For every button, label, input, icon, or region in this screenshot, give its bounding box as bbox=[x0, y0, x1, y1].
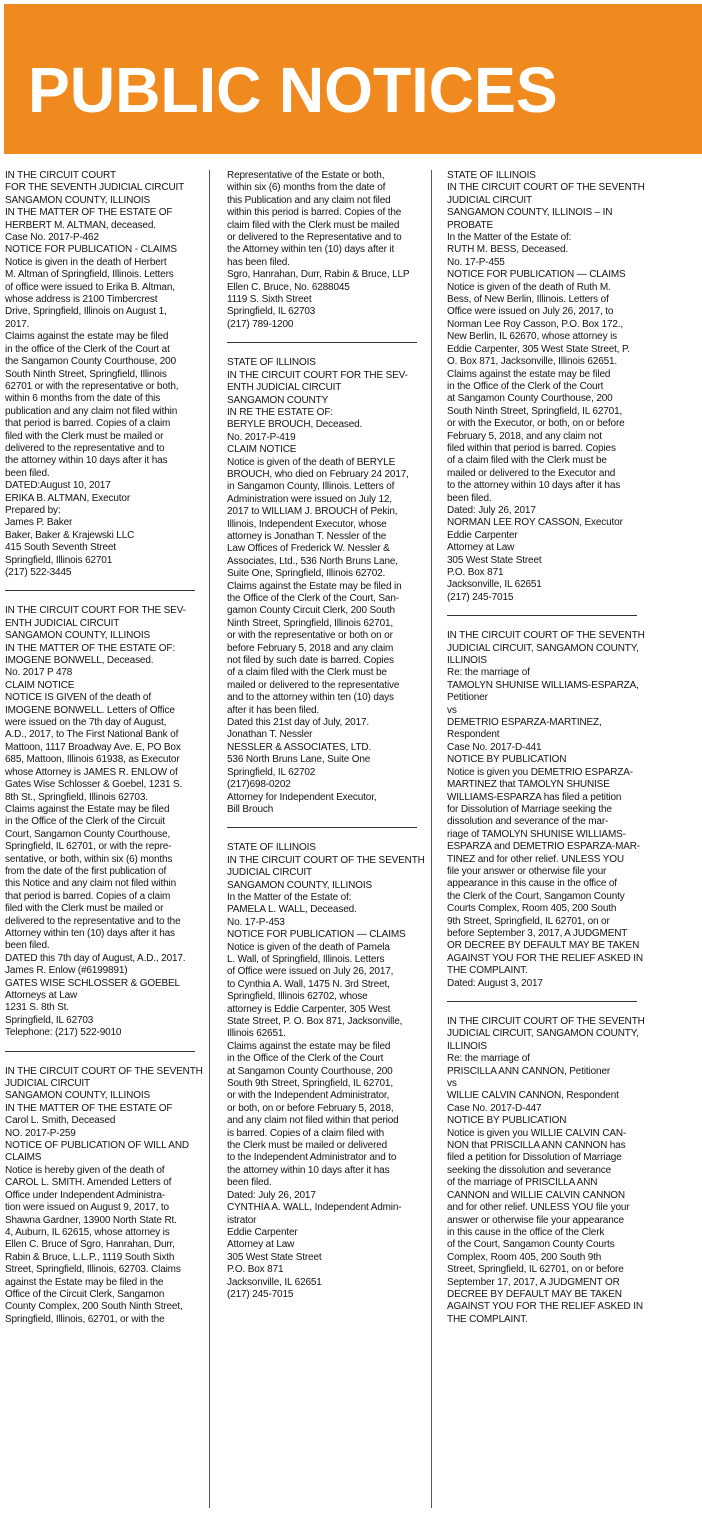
notice-text-line: CLAIMS bbox=[5, 1152, 42, 1164]
notice-text-line: Petitioner bbox=[447, 692, 488, 704]
notice-text-line: has been filed. bbox=[227, 256, 290, 268]
notice-text-line: NOTICE FOR PUBLICATION - CLAIMS bbox=[5, 244, 177, 256]
notice-text-line: Ellen C. Bruce, No. 6288045 bbox=[227, 281, 350, 293]
notice-text-line: whose Attorney is JAMES R. ENLOW of bbox=[5, 766, 178, 778]
notice-text-line: Respondent bbox=[447, 729, 500, 741]
notice-text-line: Street, Springfield, IL 62701, on or before bbox=[447, 1264, 624, 1276]
notice-text-line: Re: the marriage of bbox=[447, 1053, 530, 1065]
notice-text-line: 8th St., Springfield, Illinois 62703. bbox=[5, 791, 148, 803]
notice-text-line: No. 17-P-453 bbox=[227, 916, 285, 928]
notice-text-line: filed within that period is barred. Copies bbox=[447, 442, 616, 454]
notice-text-line: Bill Brouch bbox=[227, 803, 274, 815]
notice-text-line: P.O. Box 871 bbox=[227, 1264, 284, 1276]
notice-text-line: 685, Mattoon, Illinois 61938, as Executor bbox=[5, 754, 180, 766]
notice-text-line: riage of TAMOLYN SHUNISE WILLIAMS- bbox=[447, 828, 626, 840]
notice-text-line: or both, on or before February 5, 2018, bbox=[227, 1102, 394, 1114]
notice-text-line: Claims against the Estate may be filed bbox=[5, 803, 170, 815]
notice-text-line: IN THE CIRCUIT COURT OF THE SEVENTH bbox=[5, 1065, 203, 1077]
notice-text-line: IN THE CIRCUIT COURT FOR THE SEV- bbox=[5, 605, 186, 617]
header-banner bbox=[4, 4, 702, 154]
notice-text-line: or with the representative or both on or bbox=[227, 630, 393, 642]
notice-text-line: Re: the marriage of bbox=[447, 667, 530, 679]
notice-text-line: New Berlin, IL 62670, whose attorney is bbox=[447, 331, 617, 343]
legal-notice bbox=[5, 170, 212, 579]
notice-text-line: seeking the dissolution and severance bbox=[447, 1164, 612, 1176]
notice-text-line: this Publication and any claim not filed bbox=[227, 194, 391, 206]
notice-text-line: filed with the Clerk must be mailed or bbox=[5, 903, 164, 915]
notice-text-line: in the Office of the Clerk of the Court bbox=[227, 1053, 384, 1065]
notice-text-line: delivered to the representative and to the bbox=[5, 915, 181, 927]
notice-text-line: not filed by such date is barred. Copies bbox=[227, 655, 394, 667]
notice-text-line: Associates, Ltd., 536 North Bruns Lane, bbox=[227, 555, 398, 567]
notice-text-line: JUDICIAL CIRCUIT bbox=[227, 867, 313, 879]
notice-text-line: vs bbox=[447, 1078, 457, 1090]
notice-text-line: (217)698-0202 bbox=[227, 779, 291, 791]
notice-text-line: Attorney within ten (10) days after it has bbox=[5, 927, 175, 939]
notice-divider bbox=[227, 342, 417, 343]
notice-divider bbox=[227, 827, 417, 828]
notice-text-line: of the Court, Sangamon County Courts bbox=[447, 1239, 615, 1251]
notice-text-line: Dated: July 26, 2017 bbox=[447, 504, 536, 516]
notice-text-line: IN THE CIRCUIT COURT OF THE SEVENTH bbox=[447, 182, 645, 194]
notice-text-line: PROBATE bbox=[447, 219, 493, 231]
notice-text-line: the attorney within 10 days after it has bbox=[5, 455, 168, 467]
notice-text-line: (217) 522-3445 bbox=[5, 567, 72, 578]
notice-text-line: Attorney at Law bbox=[447, 542, 515, 554]
notice-text-line: from the date of the first publication of bbox=[5, 865, 167, 877]
notice-text-line: that period is barred. Copies of a claim bbox=[5, 890, 171, 902]
notice-text-line: Shawna Gardner, 13900 North State Rt. bbox=[5, 1214, 177, 1226]
notice-text-line: before September 3, 2017, A JUDGMENT bbox=[447, 927, 628, 939]
notice-text-line: Jacksonville, IL 62651 bbox=[227, 1276, 322, 1288]
notice-text-line: IN RE THE ESTATE OF: bbox=[227, 406, 333, 418]
notice-text-line: the Sangamon County Courthouse, 200 bbox=[5, 356, 176, 368]
notice-text-line: WILLIE CALVIN CANNON, Respondent bbox=[447, 1090, 619, 1102]
notice-text-line: IN THE CIRCUIT COURT bbox=[5, 170, 116, 181]
notice-text-line: vs bbox=[447, 704, 457, 716]
notice-text-line: Prepared by: bbox=[5, 504, 61, 516]
notice-text-line: 415 South Seventh Street bbox=[5, 542, 116, 554]
notice-text-line: O. Box 871, Jacksonville, Illinois 62651. bbox=[447, 356, 618, 368]
notice-text-line: MARTINEZ that TAMOLYN SHUNISE bbox=[447, 779, 610, 791]
notice-text-line: or with the Independent Administrator, bbox=[227, 1090, 390, 1102]
notice-text-line: ENTH JUDICIAL CIRCUIT bbox=[227, 382, 342, 394]
notice-text-line: 4, Auburn, IL 62615, whose attorney is bbox=[5, 1226, 170, 1238]
notice-text-line: gamon County Circuit Clerk, 200 South bbox=[227, 605, 395, 617]
notice-text-line: IN THE CIRCUIT COURT OF THE SEVENTH bbox=[227, 854, 425, 866]
notice-text-line: Drive, Springfield, Illinois on August 1, bbox=[5, 306, 167, 318]
notice-text-line: Office were issued on July 26, 2017, to bbox=[447, 306, 614, 318]
notice-text-line: for Dissolution of Marriage seeking the bbox=[447, 803, 612, 815]
notice-text-line: Eddie Carpenter bbox=[447, 529, 518, 541]
notice-text-line: James R. Enlow (#6199891) bbox=[5, 965, 128, 977]
legal-notice bbox=[227, 842, 434, 1301]
notice-text-line: Springfield, IL 62701, or with the repre- bbox=[5, 841, 172, 853]
notice-text-line: of Office were issued on July 26, 2017, bbox=[227, 966, 394, 978]
notice-text-line: BERYLE BROUCH, Deceased. bbox=[227, 419, 363, 431]
notice-divider bbox=[447, 615, 637, 616]
notice-text-line: that period is barred. Copies of a claim bbox=[5, 418, 171, 430]
notice-text-line: 1119 S. Sixth Street bbox=[227, 294, 312, 306]
notice-text-line: Office of the Circuit Clerk, Sangamon bbox=[5, 1288, 165, 1300]
notice-text-line: Claims against the estate may be filed bbox=[227, 1040, 391, 1052]
notice-text-line: Notice is given in the death of Herbert bbox=[5, 256, 167, 268]
notice-text-line: Court, Sangamon County Courthouse, bbox=[5, 828, 170, 840]
notice-text-line: NOTICE BY PUBLICATION bbox=[447, 1115, 567, 1127]
notice-text-line: at Sangamon County Courthouse, 200 bbox=[447, 393, 613, 405]
notice-text-line: CANNON and WILLIE CALVIN CANNON bbox=[447, 1189, 625, 1201]
notice-text-line: ERIKA B. ALTMAN, Executor bbox=[5, 492, 131, 504]
notice-text-line: attorney is Jonathan T. Nessler of the bbox=[227, 530, 387, 542]
notice-text-line: Springfield, Illinois 62702, whose bbox=[227, 991, 368, 1003]
notice-text-line: September 17, 2017, A JUDGMENT OR bbox=[447, 1276, 620, 1288]
notice-text-line: to Cynthia A. Wall, 1475 N. 3rd Street, bbox=[227, 978, 390, 990]
notice-text-line: Rabin & Bruce, L.L.P., 1119 South Sixth bbox=[5, 1251, 175, 1263]
notice-text-line: DATED this 7th day of August, A.D., 2017. bbox=[5, 952, 186, 964]
notice-text-line: L. Wall, of Springfield, Illinois. Letters bbox=[227, 953, 385, 965]
notice-text-line: in the office of the Clerk of the Court at bbox=[5, 343, 170, 355]
notice-divider bbox=[5, 590, 195, 591]
notice-text-line: 536 North Bruns Lane, Suite One bbox=[227, 754, 371, 766]
notice-text-line: BROUCH, who died on February 24 2017, bbox=[227, 468, 409, 480]
notice-text-line: mailed or delivered to the Executor and bbox=[447, 467, 616, 479]
notice-text-line: SANGAMON COUNTY, ILLINOIS – IN bbox=[447, 207, 613, 219]
notice-text-line: THE COMPLAINT. bbox=[447, 1313, 528, 1325]
legal-notice bbox=[227, 357, 434, 816]
legal-notice bbox=[227, 170, 434, 331]
notice-text-line: Claims against the estate may be filed bbox=[5, 331, 169, 343]
notice-text-line: Notice is given of the death of BERYLE bbox=[227, 456, 396, 468]
notice-column-3 bbox=[447, 170, 654, 1326]
notice-text-line: or delivered to the Representative and to bbox=[227, 232, 402, 244]
notice-text-line: this Notice and any claim not filed within bbox=[5, 878, 177, 890]
notice-text-line: Eddie Carpenter bbox=[227, 1226, 298, 1238]
notice-text-line: and for other relief. UNLESS YOU file your bbox=[447, 1202, 630, 1214]
notice-text-line: THE COMPLAINT. bbox=[447, 965, 528, 977]
notice-text-line: TAMOLYN SHUNISE WILLIAMS-ESPARZA, bbox=[447, 679, 639, 691]
notice-text-line: to the attorney within 10 days after it has bbox=[447, 480, 621, 492]
notice-text-line: in this cause in the office of the Clerk bbox=[447, 1226, 605, 1238]
notice-text-line: sentative, or both, within six (6) months bbox=[5, 853, 173, 865]
notice-text-line: Courts Complex, Room 405, 200 South bbox=[447, 903, 617, 915]
notice-column-2 bbox=[227, 170, 434, 1301]
notice-text-line: of the marriage of PRISCILLA ANN bbox=[447, 1177, 598, 1189]
notice-text-line: NESSLER & ASSOCIATES, LTD. bbox=[227, 741, 372, 753]
notice-text-line: ILLINOIS bbox=[447, 1040, 487, 1052]
notice-text-line: Street, Springfield, Illinois, 62703. Claims bbox=[5, 1264, 181, 1276]
notice-text-line: SANGAMON COUNTY bbox=[227, 394, 329, 406]
notice-text-line: Administration were issued on July 12, bbox=[227, 493, 392, 505]
notice-text-line: STATE OF ILLINOIS bbox=[227, 357, 316, 369]
notice-text-line: Office under Independent Administra- bbox=[5, 1189, 166, 1201]
notice-text-line: IMOGENE BONWELL, Deceased. bbox=[5, 655, 154, 667]
notice-text-line: Claims against the Estate may be filed in bbox=[227, 580, 402, 592]
notice-text-line: at Sangamon County Courthouse, 200 bbox=[227, 1065, 393, 1077]
notice-text-line: Dated: July 26, 2017 bbox=[227, 1189, 316, 1201]
notice-text-line: (217) 789-1200 bbox=[227, 318, 294, 330]
notice-text-line: appearance in this cause in the office of bbox=[447, 878, 617, 890]
notice-text-line: HERBERT M. ALTMAN, deceased. bbox=[5, 219, 156, 231]
notice-text-line: State Street, P. O. Box 871, Jacksonville, bbox=[227, 1016, 403, 1027]
notice-text-line: been filed. bbox=[227, 1177, 272, 1189]
notice-text-line: In the Matter of the Estate of: bbox=[447, 232, 572, 244]
notice-text-line: Case No. 2017-D-447 bbox=[447, 1102, 542, 1114]
notice-divider bbox=[447, 1001, 637, 1002]
notice-text-line: to the Independent Administrator and to bbox=[227, 1152, 397, 1164]
notice-text-line: delivered to the representative and to bbox=[5, 442, 165, 454]
notice-text-line: and any claim not filed within that period bbox=[227, 1115, 399, 1127]
notice-text-line: Dated: August 3, 2017 bbox=[447, 977, 543, 989]
notice-text-line: TINEZ and for other relief. UNLESS YOU bbox=[447, 853, 624, 865]
notice-text-line: tion were issued on August 9, 2017, to bbox=[5, 1202, 169, 1214]
notice-text-line: 2017 to WILLIAM J. BROUCH of Pekin, bbox=[227, 506, 398, 518]
notice-text-line: or with the Executor, or both, on or before bbox=[447, 418, 625, 430]
notice-text-line: IN THE MATTER OF THE ESTATE OF: bbox=[5, 642, 175, 654]
notice-text-line: NOTICE FOR PUBLICATION — CLAIMS bbox=[227, 929, 406, 941]
notice-text-line: P.O. Box 871 bbox=[447, 567, 504, 578]
notice-text-line: Law Offices of Frederick W. Nessler & bbox=[227, 543, 390, 555]
notice-text-line: Bess, of New Berlin, Illinois. Letters of bbox=[447, 294, 609, 306]
notice-text-line: Case No. 2017-D-441 bbox=[447, 741, 542, 753]
notice-text-line: IMOGENE BONWELL. Letters of Office bbox=[5, 704, 175, 716]
notice-text-line: County Complex, 200 South Ninth Street, bbox=[5, 1301, 183, 1313]
notice-text-line: istrator bbox=[227, 1214, 257, 1226]
notice-text-line: been filed. bbox=[5, 940, 50, 952]
notice-text-line: is barred. Copies of a claim filed with bbox=[227, 1127, 384, 1139]
notice-text-line: of a claim filed with the Clerk must be bbox=[447, 455, 607, 467]
notice-text-line: Telephone: (217) 522-9010 bbox=[5, 1027, 122, 1039]
notice-text-line: Springfield, IL 62703 bbox=[227, 306, 316, 318]
notice-text-line: the Office of the Clerk of the Court, San- bbox=[227, 593, 399, 604]
notice-text-line: SANGAMON COUNTY, ILLINOIS bbox=[5, 194, 150, 206]
notice-text-line: Illinois, Independent Executor, whose bbox=[227, 518, 387, 530]
notice-text-line: NORMAN LEE ROY CASSON, Executor bbox=[447, 517, 623, 529]
notice-text-line: after it has been filed. bbox=[227, 704, 320, 716]
notice-text-line: Representative of the Estate or both, bbox=[227, 170, 385, 181]
legal-notice bbox=[5, 1066, 212, 1327]
notice-text-line: Norman Lee Roy Casson, P.O. Box 172., bbox=[447, 318, 624, 330]
notice-text-line: Springfield, Illinois 62701 bbox=[5, 554, 113, 566]
notice-text-line: Notice is given you DEMETRIO ESPARZA- bbox=[447, 766, 633, 778]
notice-text-line: ILLINOIS bbox=[447, 655, 487, 667]
notice-text-line: Suite One, Springfield, Illinois 62702. bbox=[227, 568, 386, 580]
notice-text-line: publication and any claim not filed within bbox=[5, 405, 178, 417]
notice-text-line: Baker, Baker & Krajewski LLC bbox=[5, 529, 135, 541]
notice-text-line: JUDICIAL CIRCUIT bbox=[5, 1078, 91, 1090]
notice-text-line: CAROL L. SMITH. Amended Letters of bbox=[5, 1177, 172, 1189]
notice-text-line: NOTICE BY PUBLICATION bbox=[447, 754, 567, 766]
notice-text-line: SANGAMON COUNTY, ILLINOIS bbox=[227, 879, 372, 891]
notice-text-line: dissolution and severance of the mar- bbox=[447, 816, 609, 828]
notice-text-line: South 9th Street, Springfield, IL 62701, bbox=[227, 1078, 393, 1090]
notice-text-line: Claims against the estate may be filed bbox=[447, 368, 611, 380]
notice-text-line: in the Office of the Clerk of the Circuit bbox=[5, 816, 165, 828]
notice-text-line: WILLIAMS-ESPARZA has filed a petition bbox=[447, 791, 622, 803]
notice-text-line: SANGAMON COUNTY, ILLINOIS bbox=[5, 1090, 150, 1102]
notice-text-line: NO. 2017-P-259 bbox=[5, 1127, 76, 1139]
notice-text-line: within six (6) months from the date of bbox=[227, 182, 386, 194]
notice-text-line: 305 West State Street bbox=[447, 554, 542, 566]
notice-text-line: Springfield, IL 62702 bbox=[227, 766, 316, 778]
notice-text-line: against the Estate may be filed in the bbox=[5, 1276, 164, 1288]
notice-text-line: DECREE BY DEFAULT MAY BE TAKEN bbox=[447, 1288, 622, 1300]
notice-text-line: No. 17-P-455 bbox=[447, 256, 505, 268]
notice-text-line: South Ninth Street, Springfield, Illinois bbox=[5, 368, 167, 380]
notice-text-line: No. 2017 P 478 bbox=[5, 667, 73, 679]
notice-text-line: JUDICIAL CIRCUIT bbox=[447, 194, 533, 206]
notice-text-line: AGAINST YOU FOR THE RELIEF ASKED IN bbox=[447, 1301, 643, 1313]
notice-text-line: NON that PRISCILLA ANN CANNON has bbox=[447, 1140, 626, 1152]
notice-text-line: South Ninth Street, Springfield, IL 62701, bbox=[447, 405, 623, 417]
notice-text-line: No. 2017-P-419 bbox=[227, 431, 296, 443]
notice-text-line: PRISCILLA ANN CANNON, Petitioner bbox=[447, 1065, 611, 1077]
notice-text-line: the Clerk of the Court, Sangamon County bbox=[447, 890, 625, 902]
notice-text-line: Jonathan T. Nessler bbox=[227, 729, 313, 741]
notice-text-line: Case No. 2017-P-462 bbox=[5, 232, 99, 244]
notice-text-line: ESPARZA and DEMETRIO ESPARZA-MAR- bbox=[447, 841, 641, 853]
notice-text-line: RUTH M. BESS, Deceased. bbox=[447, 244, 569, 256]
notice-text-line: the Clerk must be mailed or delivered bbox=[227, 1140, 388, 1152]
notice-text-line: Eddie Carpenter, 305 West State Street, P. bbox=[447, 343, 630, 355]
notice-text-line: been filed. bbox=[447, 492, 492, 504]
notice-text-line: STATE OF ILLINOIS bbox=[227, 842, 316, 854]
notice-text-line: AGAINST YOU FOR THE RELIEF ASKED IN bbox=[447, 952, 643, 964]
notice-text-line: Carol L. Smith, Deceased bbox=[5, 1115, 116, 1127]
notice-text-line: IN THE CIRCUIT COURT OF THE SEVENTH bbox=[447, 630, 645, 642]
notice-text-line: Attorney for Independent Executor, bbox=[227, 791, 377, 803]
notice-divider bbox=[5, 1051, 195, 1052]
notice-text-line: GATES WISE SCHLOSSER & GOEBEL bbox=[5, 977, 180, 989]
legal-notice bbox=[447, 170, 654, 604]
notice-text-line: Ninth Street, Springfield, Illinois 62701, bbox=[227, 617, 394, 629]
notice-text-line: within 6 months from the date of this bbox=[5, 393, 161, 405]
notice-text-line: Jacksonville, IL 62651 bbox=[447, 579, 542, 591]
notice-text-line: 1231 S. 8th St. bbox=[5, 1002, 69, 1014]
notice-text-line: JUDICIAL CIRCUIT, SANGAMON COUNTY, bbox=[447, 1028, 639, 1040]
notice-text-line: Springfield, IL 62703 bbox=[5, 1014, 94, 1026]
legal-notice bbox=[447, 1016, 654, 1326]
notice-text-line: Ellen C. Bruce of Sgro, Hanrahan, Durr, bbox=[5, 1239, 175, 1251]
notice-text-line: ENTH JUDICIAL CIRCUIT bbox=[5, 617, 120, 629]
notice-text-line: DEMETRIO ESPARZA-MARTINEZ, bbox=[447, 717, 602, 729]
notice-text-line: Notice is given of the death of Pamela bbox=[227, 941, 390, 953]
notice-text-line: whose address is 2100 Timbercrest bbox=[5, 294, 158, 306]
notice-text-line: filed with the Clerk must be mailed or bbox=[5, 430, 164, 442]
notice-text-line: A.D., 2017, to The First National Bank of bbox=[5, 729, 179, 741]
notice-text-line: were issued on the 7th day of August, bbox=[5, 717, 167, 729]
notice-text-line: (217) 245-7015 bbox=[227, 1288, 294, 1300]
notice-text-line: Notice is hereby given of the death of bbox=[5, 1164, 165, 1176]
notice-text-line: IN THE CIRCUIT COURT FOR THE SEV- bbox=[227, 369, 408, 381]
notice-text-line: Attorneys at Law bbox=[5, 990, 78, 1001]
notice-text-line: filed a petition for Dissolution of Marriage bbox=[447, 1152, 622, 1164]
notice-text-line: Notice is given of the death of Ruth M. bbox=[447, 281, 611, 293]
notice-text-line: been filed. bbox=[5, 467, 50, 479]
notice-text-line: IN THE CIRCUIT COURT OF THE SEVENTH bbox=[447, 1016, 645, 1027]
notice-text-line: answer or otherwise file your appearance bbox=[447, 1214, 624, 1226]
notice-text-line: 62701 or with the representative or both, bbox=[5, 380, 179, 392]
notice-text-line: 305 West State Street bbox=[227, 1251, 322, 1263]
notice-text-line: Gates Wise Schlosser & Goebel, 1231 S. bbox=[5, 779, 183, 791]
notice-text-line: FOR THE SEVENTH JUDICIAL CIRCUIT bbox=[5, 182, 185, 194]
notice-text-line: IN THE MATTER OF THE ESTATE OF bbox=[5, 1102, 173, 1114]
notice-text-line: DATED:August 10, 2017 bbox=[5, 480, 111, 492]
notice-text-line: M. Altman of Springfield, Illinois. Letters bbox=[5, 269, 174, 281]
notice-text-line: In the Matter of the Estate of: bbox=[227, 891, 352, 903]
notice-text-line: PAMELA L. WALL, Deceased. bbox=[227, 904, 357, 916]
notice-text-line: 2017. bbox=[5, 318, 30, 330]
notice-text-line: Sgro, Hanrahan, Durr, Rabin & Bruce, LLP bbox=[227, 269, 410, 281]
notice-text-line: IN THE MATTER OF THE ESTATE OF bbox=[5, 207, 173, 219]
notice-text-line: claim filed with the Clerk must be mailed bbox=[227, 219, 400, 231]
notice-text-line: OR DECREE BY DEFAULT MAY BE TAKEN bbox=[447, 940, 640, 952]
notice-text-line: attorney is Eddie Carpenter, 305 West bbox=[227, 1003, 391, 1015]
notice-text-line: mailed or delivered to the representative bbox=[227, 679, 400, 691]
notice-text-line: of a claim filed with the Clerk must be bbox=[227, 667, 387, 679]
notice-text-line: CLAIM NOTICE bbox=[5, 679, 75, 691]
legal-notice bbox=[447, 630, 654, 990]
notice-text-line: February 5, 2018, and any claim not bbox=[447, 430, 602, 442]
notice-text-line: Attorney at Law bbox=[227, 1239, 295, 1251]
notice-text-line: STATE OF ILLINOIS bbox=[447, 170, 536, 181]
page-title: PUBLIC NOTICES bbox=[28, 54, 558, 126]
notice-text-line: Dated this 21st day of July, 2017. bbox=[227, 717, 370, 729]
notice-text-line: James P. Baker bbox=[5, 517, 73, 529]
notice-text-line: SANGAMON COUNTY, ILLINOIS bbox=[5, 630, 150, 642]
notice-text-line: of office were issued to Erika B. Altman, bbox=[5, 281, 175, 293]
notice-text-line: within this period is barred. Copies of the bbox=[227, 207, 402, 219]
notice-text-line: Complex, Room 405, 200 South 9th bbox=[447, 1251, 602, 1263]
legal-notice bbox=[5, 605, 212, 1039]
notice-text-line: Springfield, Illinois, 62701, or with the bbox=[5, 1313, 165, 1325]
notice-text-line: the Attorney within ten (10) days after it bbox=[227, 244, 395, 256]
notice-text-line: CYNTHIA A. WALL, Independent Admin- bbox=[227, 1202, 402, 1214]
notice-text-line: the attorney within 10 days after it has bbox=[227, 1164, 390, 1176]
notice-text-line: and to the attorney within ten (10) days bbox=[227, 692, 394, 704]
notice-text-line: in Sangamon County, Illinois. Letters of bbox=[227, 481, 395, 493]
notice-text-line: Illinois 62651. bbox=[227, 1028, 286, 1040]
notice-text-line: JUDICIAL CIRCUIT, SANGAMON COUNTY, bbox=[447, 642, 639, 654]
notice-text-line: NOTICE IS GIVEN of the death of bbox=[5, 692, 151, 704]
notice-text-line: (217) 245-7015 bbox=[447, 591, 514, 603]
notice-column-1 bbox=[5, 170, 212, 1326]
notice-text-line: Notice is given you WILLIE CALVIN CAN- bbox=[447, 1127, 627, 1139]
notice-text-line: before February 5, 2018 and any claim bbox=[227, 642, 394, 654]
notice-text-line: 9th Street, Springfield, IL 62701, on or bbox=[447, 915, 610, 927]
notice-text-line: NOTICE FOR PUBLICATION — CLAIMS bbox=[447, 269, 626, 281]
notice-text-line: file your answer or otherwise file your bbox=[447, 865, 607, 877]
notice-text-line: CLAIM NOTICE bbox=[227, 444, 297, 456]
notice-text-line: Mattoon, 1117 Broadway Ave. E, PO Box bbox=[5, 741, 181, 753]
notice-text-line: NOTICE OF PUBLICATION OF WILL AND bbox=[5, 1140, 189, 1152]
notice-text-line: in the Office of the Clerk of the Court bbox=[447, 380, 604, 392]
